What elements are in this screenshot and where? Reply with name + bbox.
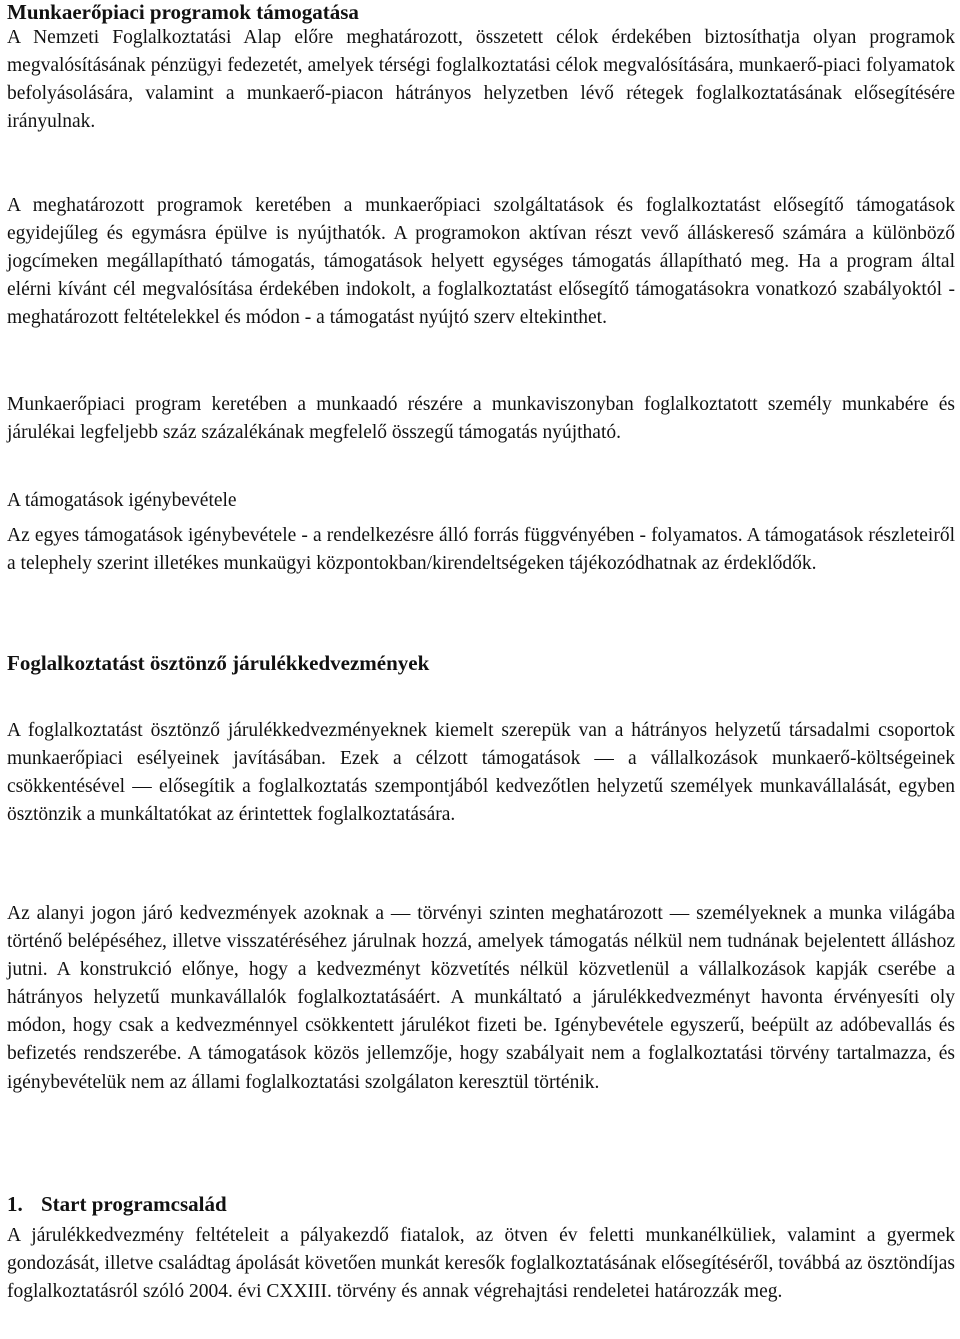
intro-paragraph-3: Munkaerőpiaci program keretében a munkaadó részére a munkaviszonyban foglalkoztatott személy munkabére és járulékai legfeljebb száz százalékának megfelelő összegű támogatás nyújtható.: [7, 394, 955, 444]
intro-paragraph-1: A Nemzeti Foglalkoztatási Alap előre meghatározott, összetett célok érdekében biztosíthatja olyan programok megvalósításának pénzügyi fedezetét, amelyek térségi foglalkoztatási célok megvalósítására, munkaerő-piaci folyamatok befolyásolására, valamint a munkaerő-piacon hátrányos helyzetben lévő rétegek foglalkoztatásának elősegítésére irányulnak.: [7, 27, 955, 133]
intro-paragraph-2: A meghatározott programok keretében a munkaerőpiaci szolgáltatások és foglalkoztatást elősegítő támogatások egyidejűleg és egymásra épülve is nyújthatók. A programokon aktívan részt vevő álláskereső számára a különböző jogcímeken megállapítható támogatás, támogatások helyett egységes támogatás állapítható meg. Ha a program által elérni kívánt cél megvalósítása érdekében indokolt, a foglalkoztatást elősegítő támogatásokra vonatkozó szabályoktól - meghatározott feltételekkel és módon - a támogatást nyújtó szerv eltekinthet.: [7, 195, 955, 329]
section-2-title: Foglalkoztatást ösztönző járulékkedvezmények: [7, 651, 430, 675]
section-2-paragraph-1: A foglalkoztatást ösztönző járulékkedvezményeknek kiemelt szerepük van a hátrányos helyzetű társadalmi csoportok munkaerőpiaci esélyeinek javításában. Ezek a célzott támogatások — a vállalkozások munkaerő-költségeinek csökkentésével — elősegítik a foglalkoztatás szempontjából kedvezőtlen helyzetű személyek munkavállalását, egyben ösztönzik a munkáltatókat az érintettek foglalkoztatására.: [7, 720, 955, 826]
subsection-1-text: A járulékkedvezmény feltételeit a pályakezdő fiatalok, az ötven év feletti munkanélküliek, valamint a gyermek gondozását, illetve családtag ápolását követően munkát keresők foglalkoztatásának elősegítéséről, továbbá az ösztöndíjas foglalkoztatásról szóló 2004. évi CXXIII. törvény és annak végrehajtási rendeletei határozzák meg.: [7, 1225, 955, 1303]
section-2-paragraph-2: Az alanyi jogon járó kedvezmények azoknak a — törvényi szinten meghatározott — személyeknek a munka világába történő belépéséhez, illetve visszatéréséhez járulnak hozzá, amelyek támogatás nélkül nem tudnának bejelentett álláshoz jutni. A konstrukció előnye, hogy a kedvezményt közvetítés nélkül közvetlenül a vállalkozások kapják cserébe a hátrányos helyzetű munkavállalók foglalkoztatásáért. A munkáltató a járulékkedvezményt havonta érvényesíti oly módon, hogy csak a kedvezménnyel csökkentett járulékot fizeti be. Igénybevétele egyszerű, beépült az adóbevallás és befizetés rendszerébe. A támogatások közös jellemzője, hogy szabályait nem a foglalkoztatási törvény tartalmazza, és igénybevételük nem az állami foglalkoztatási szolgálaton keresztül történik.: [7, 903, 955, 1093]
subsection-1-number: 1.: [7, 1192, 23, 1216]
claim-section-heading: A támogatások igénybevétele: [7, 490, 237, 511]
subsection-1-heading: [7, 1192, 227, 1216]
document-title: Munkaerőpiaci programok támogatása: [7, 0, 359, 24]
claim-section-text: Az egyes támogatások igénybevétele - a rendelkezésre álló forrás függvényében - folyamatos. A támogatások részleteiről a telephely szerint illetékes munkaügyi központokban/kirendeltségeken tájékozódhatnak az érdeklődők.: [7, 525, 955, 575]
subsection-1-title: Start programcsalád: [41, 1192, 227, 1216]
